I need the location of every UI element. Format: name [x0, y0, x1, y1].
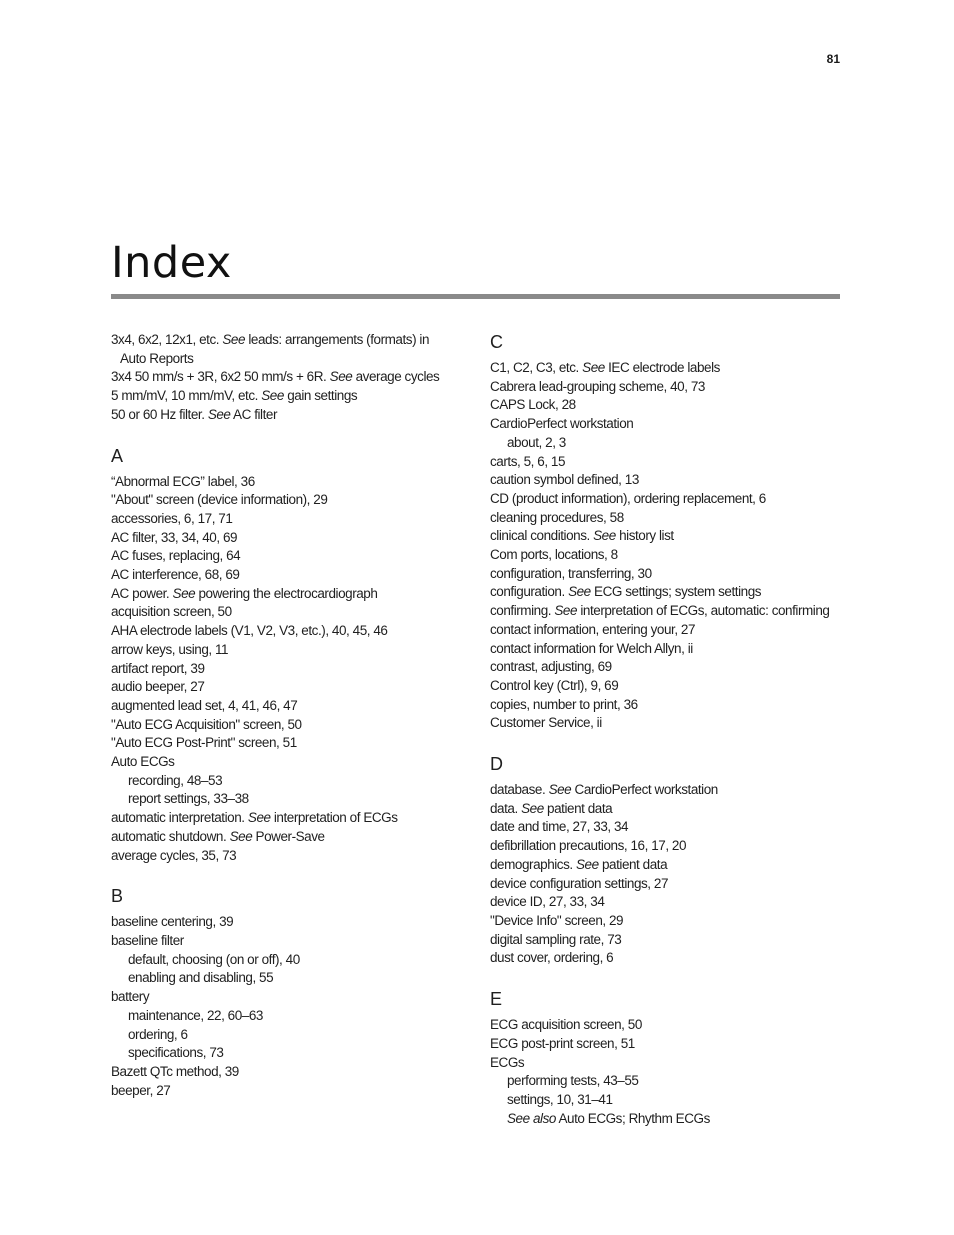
index-entry: accessories, 6, 17, 71 [111, 510, 233, 526]
index-entry: Auto Reports [120, 350, 194, 366]
index-entry: ECGs [490, 1054, 525, 1070]
index-entry: battery [111, 989, 150, 1005]
index-entry: carts, 5, 6, 15 [490, 453, 566, 469]
index-subentry: enabling and disabling, 55 [128, 970, 274, 986]
index-subentry: performing tests, 43–55 [507, 1073, 639, 1089]
index-column-left [111, 331, 456, 1120]
index-entry: cleaning procedures, 58 [490, 509, 624, 525]
index-entry: confirming. See interpretation of ECGs, automatic: confirming [490, 603, 830, 619]
index-entry: data. See patient data [490, 800, 613, 816]
index-subentry: specifications, 73 [128, 1045, 224, 1061]
index-entry: caution symbol defined, 13 [490, 472, 639, 488]
index-subentry: about, 2, 3 [507, 434, 566, 450]
index-entry: baseline filter [111, 932, 184, 948]
index-entry: device configuration settings, 27 [490, 875, 669, 891]
index-entry: configuration, transferring, 30 [490, 565, 652, 581]
index-entry: dust cover, ordering, 6 [490, 950, 614, 966]
index-entry: 5 mm/mV, 10 mm/mV, etc. See gain settings [111, 388, 358, 404]
index-section-b [111, 885, 456, 1100]
index-entry: AC interference, 68, 69 [111, 567, 240, 583]
index-entry: Auto ECGs [111, 754, 175, 770]
page-number: 81 [826, 52, 840, 66]
index-entry: "Auto ECG Acquisition" screen, 50 [111, 716, 302, 732]
index-subentry: report settings, 33–38 [128, 791, 249, 807]
index-entry: artifact report, 39 [111, 660, 205, 676]
index-entry: C1, C2, C3, etc. See IEC electrode labels [490, 360, 720, 375]
index-entry: Cabrera lead-grouping scheme, 40, 73 [490, 378, 705, 394]
index-entry: 50 or 60 Hz filter. See AC filter [111, 406, 277, 422]
index-section-d [490, 753, 840, 968]
index-entry: average cycles, 35, 73 [111, 847, 237, 863]
index-entry: CD (product information), ordering replacement, 6 [490, 490, 766, 506]
index-entry: AC filter, 33, 34, 40, 69 [111, 529, 238, 545]
index-entry: copies, number to print, 36 [490, 696, 638, 712]
section-letter: B [111, 886, 124, 907]
index-column-right [490, 331, 840, 1148]
index-entry: Bazett QTc method, 39 [111, 1063, 239, 1079]
index-subentry: ordering, 6 [128, 1026, 188, 1042]
index-entry: CardioPerfect workstation [490, 416, 634, 432]
index-entry: AHA electrode labels (V1, V2, V3, etc.), 40, 45, 46 [111, 623, 388, 639]
index-section-numerals [111, 331, 456, 425]
index-entry: 3x4, 6x2, 12x1, etc. See leads: arrangements (formats) in [111, 332, 430, 347]
index-entry: contact information for Welch Allyn, ii [490, 640, 693, 656]
index-entry: configuration. See ECG settings; system settings [490, 584, 762, 600]
index-subentry: default, choosing (on or off), 40 [128, 951, 300, 967]
index-entry: audio beeper, 27 [111, 679, 205, 695]
index-entry: clinical conditions. See history list [490, 528, 674, 544]
index-entry: “Abnormal ECG” label, 36 [111, 473, 255, 489]
index-entry: Control key (Ctrl), 9, 69 [490, 677, 619, 693]
index-entry: defibrillation precautions, 16, 17, 20 [490, 838, 687, 854]
section-letter: C [490, 332, 503, 352]
index-entry: "About" screen (device information), 29 [111, 492, 328, 508]
index-entry: contact information, entering your, 27 [490, 621, 696, 637]
index-entry: date and time, 27, 33, 34 [490, 819, 629, 835]
index-section-e [490, 988, 840, 1128]
index-entry: AC fuses, replacing, 64 [111, 548, 241, 564]
index-entry: CAPS Lock, 28 [490, 397, 576, 413]
index-entry: ECG post-print screen, 51 [490, 1035, 635, 1051]
index-entry: "Auto ECG Post-Print" screen, 51 [111, 735, 297, 751]
index-entry: digital sampling rate, 73 [490, 931, 622, 947]
index-entry: 3x4 50 mm/s + 3R, 6x2 50 mm/s + 6R. See average cycles [111, 369, 440, 385]
section-letter: E [490, 989, 503, 1010]
index-entry: automatic shutdown. See Power-Save [111, 828, 325, 844]
index-entry: contrast, adjusting, 69 [490, 659, 612, 675]
index-section-c [490, 331, 840, 733]
index-subentry: maintenance, 22, 60–63 [128, 1007, 263, 1023]
page-title: Index [111, 238, 232, 288]
index-entry: automatic interpretation. See interpretation of ECGs [111, 810, 398, 826]
index-subentry: recording, 48–53 [128, 772, 223, 788]
index-entry: AC power. See powering the electrocardiograph [111, 585, 378, 601]
index-entry: augmented lead set, 4, 41, 46, 47 [111, 697, 298, 713]
index-entry: acquisition screen, 50 [111, 604, 232, 620]
index-entry: "Device Info" screen, 29 [490, 912, 624, 928]
index-entry: demographics. See patient data [490, 856, 668, 872]
index-section-a [111, 445, 456, 866]
section-letter: D [490, 754, 503, 775]
title-rule [111, 294, 840, 299]
index-subentry: See also Auto ECGs; Rhythm ECGs [507, 1110, 710, 1126]
section-letter: A [111, 445, 124, 466]
index-entry: arrow keys, using, 11 [111, 641, 229, 657]
index-entry: Customer Service, ii [490, 715, 602, 731]
index-entry: Com ports, locations, 8 [490, 547, 618, 563]
index-entry: ECG acquisition screen, 50 [490, 1017, 642, 1033]
index-entry: device ID, 27, 33, 34 [490, 894, 605, 910]
index-entry: database. See CardioPerfect workstation [490, 782, 718, 798]
index-entry: beeper, 27 [111, 1082, 171, 1098]
index-entry: baseline centering, 39 [111, 914, 234, 930]
index-subentry: settings, 10, 31–41 [507, 1091, 613, 1107]
